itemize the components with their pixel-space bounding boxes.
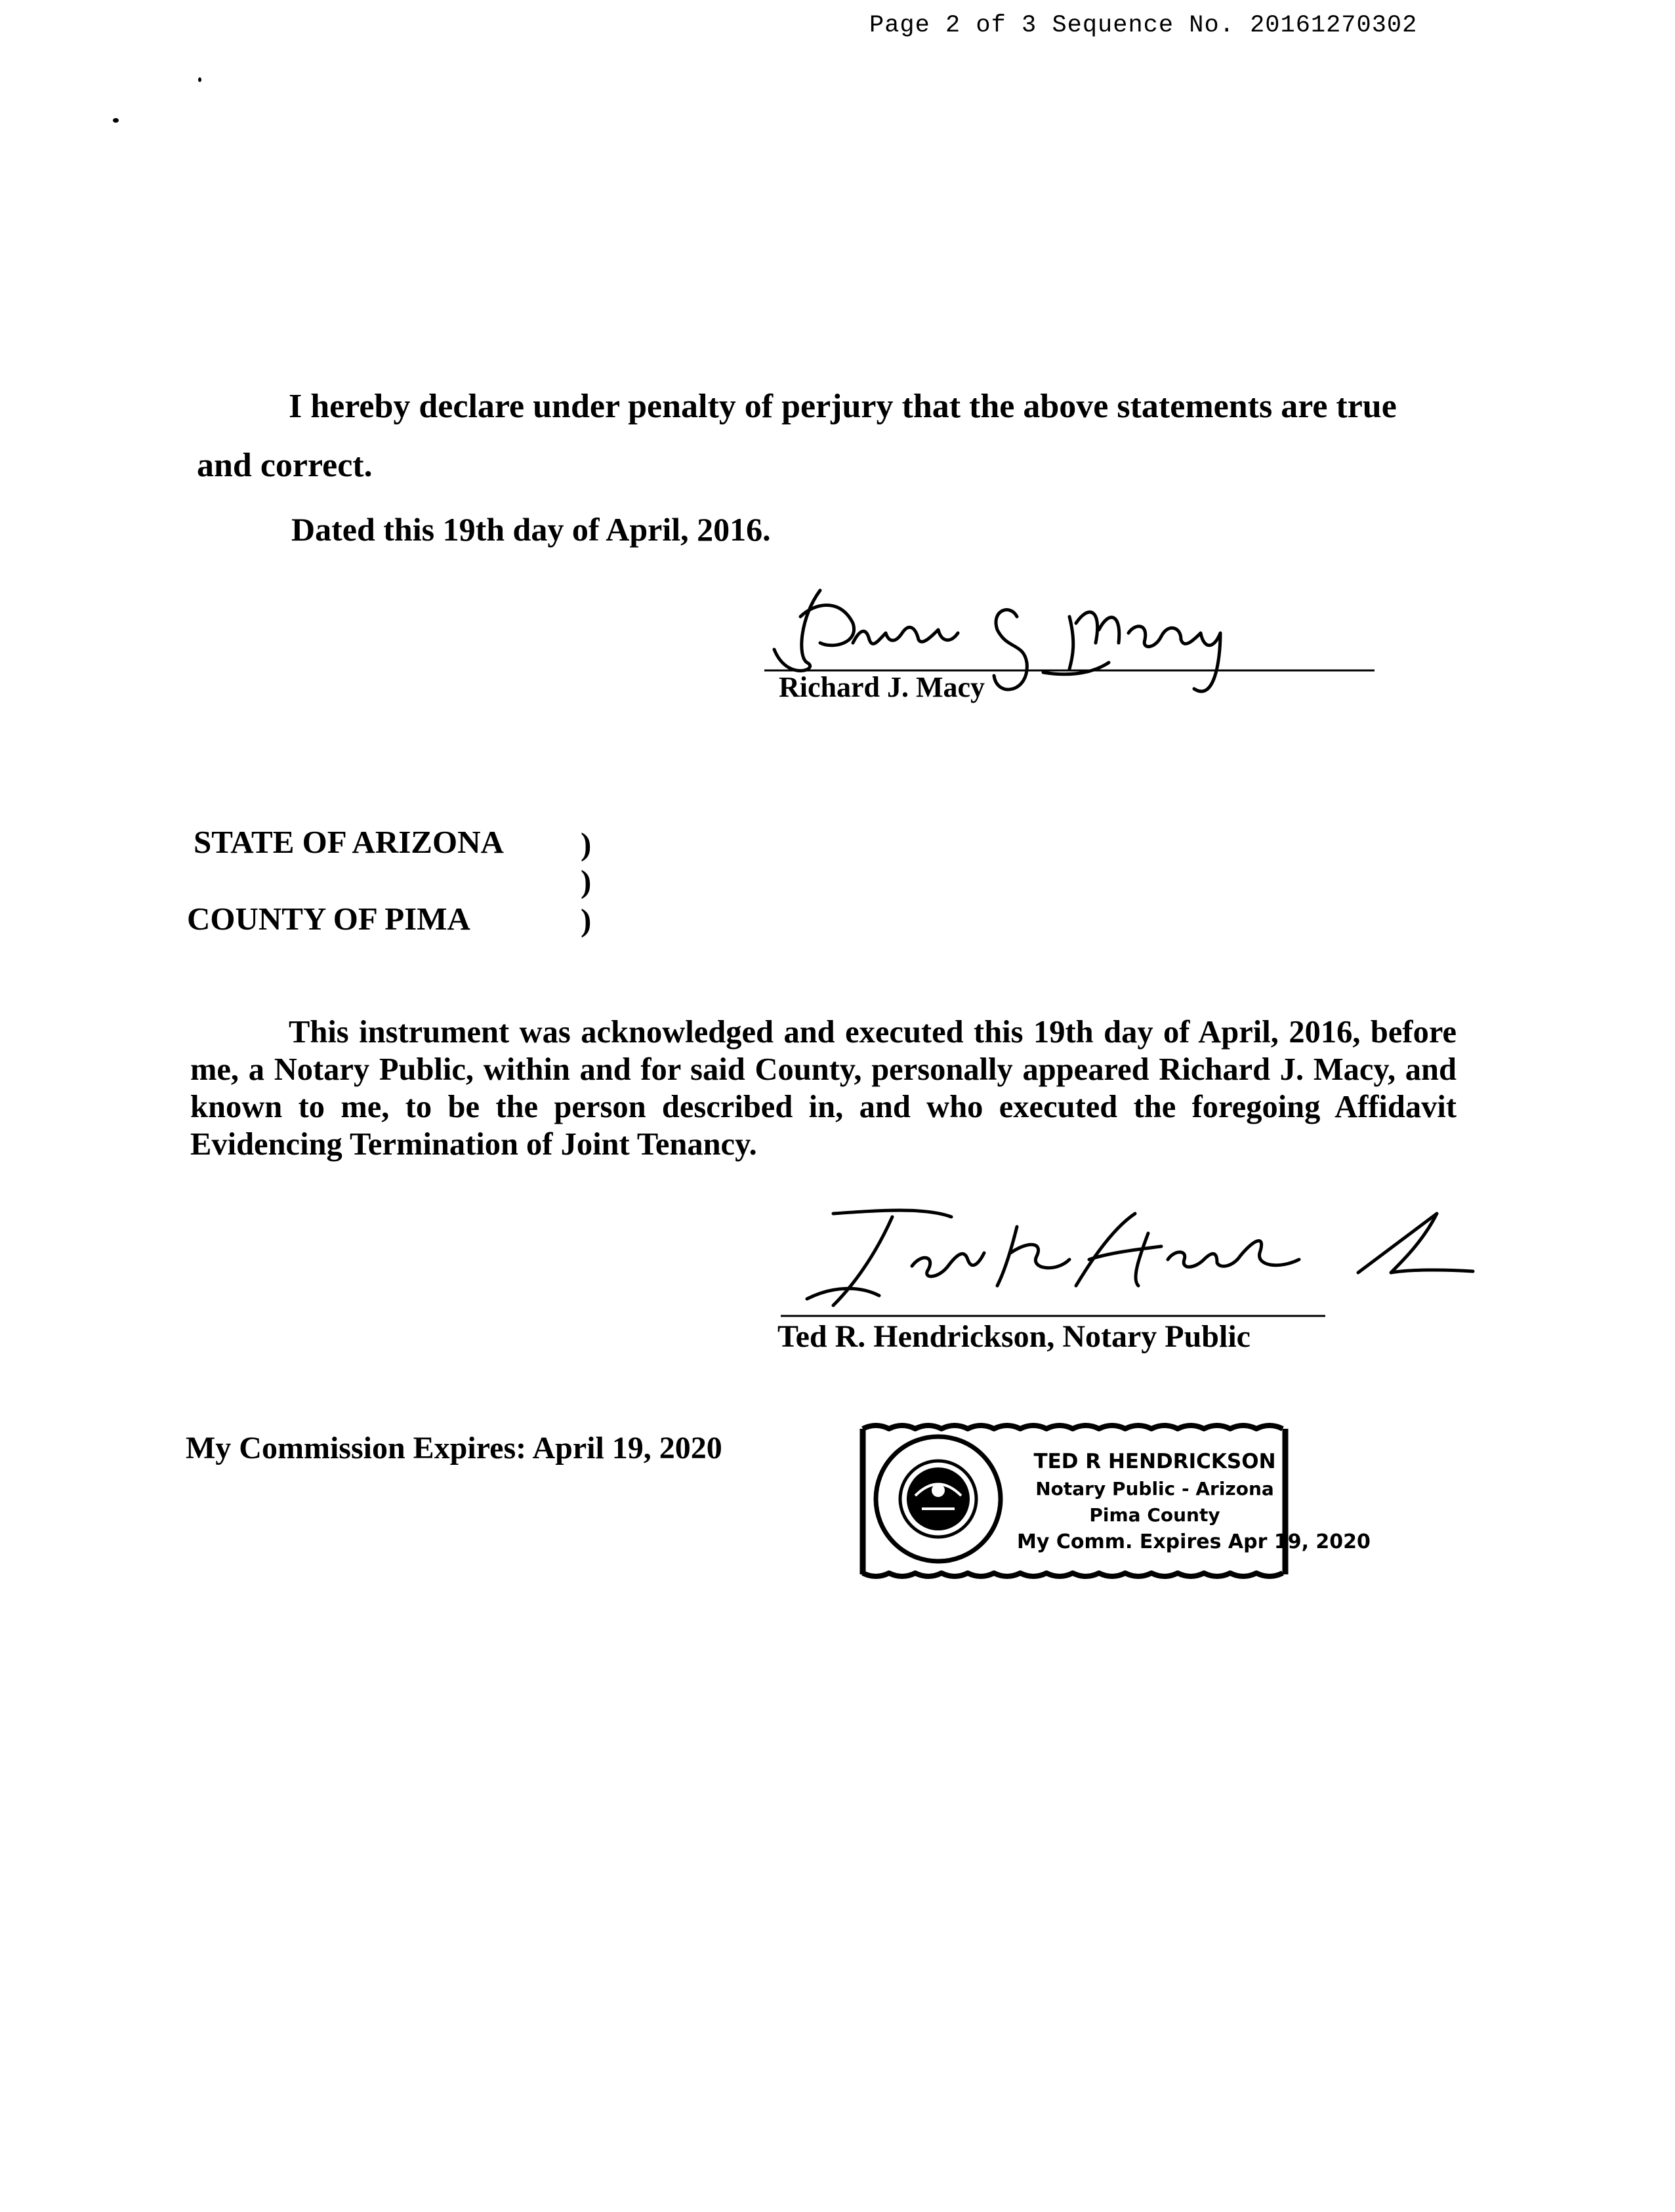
notary-printed-name: Ted R. Hendrickson, Notary Public — [777, 1319, 1251, 1354]
declaration-line-1: I hereby declare under penalty of perjury that the above statements are true — [289, 388, 1397, 425]
stamp-county: Pima County — [1089, 1504, 1220, 1526]
dated-line: Dated this 19th day of April, 2016. — [291, 511, 771, 548]
affiant-printed-name: Richard J. Macy — [779, 671, 985, 703]
acknowledgment-text: This instrument was acknowledged and executed this 19th day of April, 2016, before me, a Notary Public, within and for said County, personally appeared Richard J. Macy, and known to me, to be the person described in, and who executed the foregoing Affidavit Evidencing Termination of Joint Tenancy. — [190, 1015, 1457, 1162]
venue-bracket-1: ) — [581, 826, 592, 862]
scan-speck — [113, 118, 119, 123]
venue-county: COUNTY OF PIMA — [187, 901, 470, 937]
page-header: Page 2 of 3 Sequence No. 20161270302 — [869, 12, 1418, 39]
stamp-expiration: My Comm. Expires Apr 19, 2020 — [1017, 1530, 1371, 1553]
commission-expiration: My Commission Expires: April 19, 2020 — [186, 1431, 722, 1465]
acknowledgment-paragraph — [190, 1014, 1457, 1163]
notary-signature — [781, 1187, 1476, 1319]
stamp-title: Notary Public - Arizona — [1035, 1478, 1274, 1500]
scan-speck — [198, 77, 201, 82]
venue-state: STATE OF ARIZONA — [194, 824, 504, 860]
venue-bracket-3: ) — [581, 902, 592, 938]
venue-bracket-2: ) — [581, 863, 592, 899]
stamp-name: TED R HENDRICKSON — [1033, 1450, 1276, 1473]
notary-stamp — [850, 1410, 1371, 1594]
declaration-line-2: and correct. — [197, 447, 373, 484]
